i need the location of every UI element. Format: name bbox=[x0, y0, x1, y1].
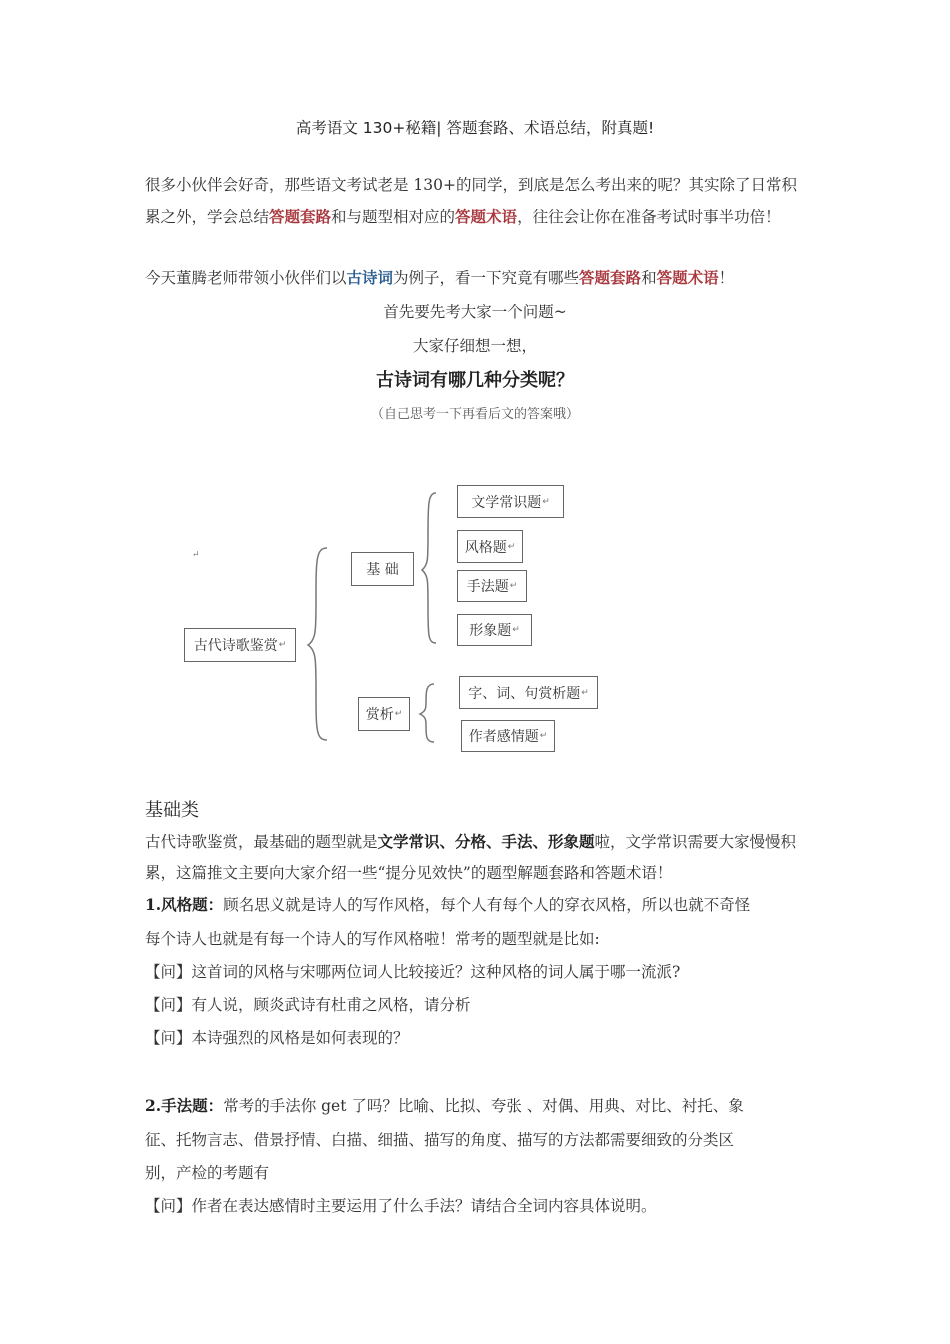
highlight-poetry: 古诗词 bbox=[346, 268, 394, 287]
main-brace bbox=[308, 548, 327, 740]
item2-line-3: 别，产检的考题有 bbox=[145, 1164, 270, 1182]
diagram-leaf-technique bbox=[457, 570, 527, 602]
return-mark: ↵ bbox=[278, 640, 287, 650]
question-item: 【问】本诗强烈的风格是如何表现的？ bbox=[145, 1029, 409, 1047]
question-line-1: 首先要先考大家一个问题~ bbox=[383, 303, 567, 321]
diagram-root-box bbox=[184, 628, 296, 662]
highlight-answer-routine: 答题套路 bbox=[269, 207, 332, 226]
return-mark: ↵ bbox=[512, 625, 520, 635]
diagram-leaf-literature bbox=[457, 485, 564, 518]
item2-line-1 bbox=[145, 1089, 805, 1123]
basic-brace bbox=[422, 493, 436, 643]
intro-paragraph-2 bbox=[145, 262, 805, 294]
return-mark: ↵ bbox=[509, 581, 518, 591]
intro-text: ，往往会让你在准备考试时事半功倍！ bbox=[517, 208, 781, 226]
section-heading: 基础类 bbox=[145, 800, 199, 821]
question-item: 【问】这首词的风格与宋哪两位词人比较接近？这种风格的词人属于哪一流派? bbox=[145, 963, 681, 981]
section-intro-text: 古代诗歌鉴赏，最基础的题型就是 bbox=[145, 833, 378, 851]
diagram-leaf-label: 文学常识题 bbox=[471, 494, 542, 511]
question-item: 【问】有人说，顾炎武诗有杜甫之风格，请分析 bbox=[145, 996, 471, 1014]
highlight-answer-terms: 答题术语 bbox=[455, 207, 518, 226]
section-intro bbox=[145, 826, 805, 889]
question-line-2: 大家仔细想一想， bbox=[412, 337, 537, 355]
diagram-branch-label: 基 础 bbox=[366, 562, 399, 578]
intro-text: ！ bbox=[718, 269, 735, 287]
return-mark: ↵ bbox=[507, 541, 516, 552]
diagram-leaf-word-sentence bbox=[459, 676, 598, 709]
appreciation-brace bbox=[420, 684, 434, 742]
diagram-leaf-label: 形象题 bbox=[469, 623, 512, 639]
diagram-leaf-label: 手法题 bbox=[466, 579, 509, 595]
intro-text: 为例子，看一下究竟有哪些 bbox=[393, 269, 580, 287]
question-item: 【问】作者在表达感情时主要运用了什么手法？请结合全词内容具体说明。 bbox=[145, 1197, 657, 1215]
highlight-answer-routine: 答题套路 bbox=[579, 268, 642, 287]
intro-text: 和 bbox=[641, 269, 657, 287]
diagram-leaf-label: 风格题 bbox=[464, 539, 507, 556]
intro-text: 和与题型相对应的 bbox=[331, 208, 456, 226]
item1-line-1 bbox=[145, 888, 805, 922]
item1-line-2: 每个诗人也就是有每一个诗人的写作风格啦！常考的题型就是比如: bbox=[145, 930, 600, 948]
item2-label: 2.手法题： bbox=[145, 1096, 224, 1115]
diagram-branch-basic bbox=[351, 552, 414, 586]
article-title: 高考语文 130+秘籍| 答题套路、术语总结，附真题! bbox=[295, 119, 655, 137]
return-mark: ↵ bbox=[192, 550, 200, 560]
return-mark: ↵ bbox=[394, 709, 403, 719]
return-mark: ↵ bbox=[581, 687, 589, 698]
diagram-leaf-style bbox=[457, 530, 523, 563]
section-intro-bold: 文学常识、分格、手法、形象题 bbox=[377, 832, 595, 851]
item1-label: 1.风格题： bbox=[145, 895, 224, 914]
highlight-answer-terms: 答题术语 bbox=[656, 268, 719, 287]
diagram-root-label: 古代诗歌鉴赏 bbox=[193, 638, 278, 654]
question-hint: （自己思考一下再看后文的答案哦） bbox=[370, 407, 579, 422]
diagram-leaf-image bbox=[457, 614, 532, 646]
intro-text: 很多小伙伴会好奇，那些语文考试老是 130+的同学，到底是怎么考出来的呢？其实除了日常积累之外，学会总结 bbox=[145, 176, 798, 226]
diagram-branch-appreciation bbox=[358, 697, 410, 731]
item1-text: 顾名思义就是诗人的写作风格，每个人有每个人的穿衣风格，所以也就不奇怪 bbox=[223, 896, 751, 914]
section-intro-text: 啦，文学常识需要大家慢慢积累，这篇推文主要向大家介绍一些“提分见效快”的题型解题套路和答题术语！ bbox=[145, 833, 797, 882]
return-mark: ↵ bbox=[539, 731, 548, 741]
item2-text: 常考的手法你 get 了吗？比喻、比拟、夸张 、对偶、用典、对比、衬托、象 bbox=[223, 1097, 744, 1115]
diagram-leaf-label: 作者感情题 bbox=[468, 729, 539, 745]
intro-text: 今天董腾老师带领小伙伴们以 bbox=[145, 269, 347, 287]
diagram-branch-label: 赏析 bbox=[365, 707, 394, 723]
intro-paragraph-1 bbox=[145, 170, 805, 233]
item2-line-2: 征、托物言志、借景抒情、白描、细描、描写的角度、描写的方法都需要细致的分类区 bbox=[145, 1131, 735, 1149]
diagram-leaf-emotion bbox=[461, 720, 555, 752]
return-mark: ↵ bbox=[542, 496, 550, 507]
question-heading: 古诗词有哪几种分类呢？ bbox=[376, 370, 574, 391]
diagram-leaf-label: 字、词、句赏析题 bbox=[468, 685, 581, 702]
